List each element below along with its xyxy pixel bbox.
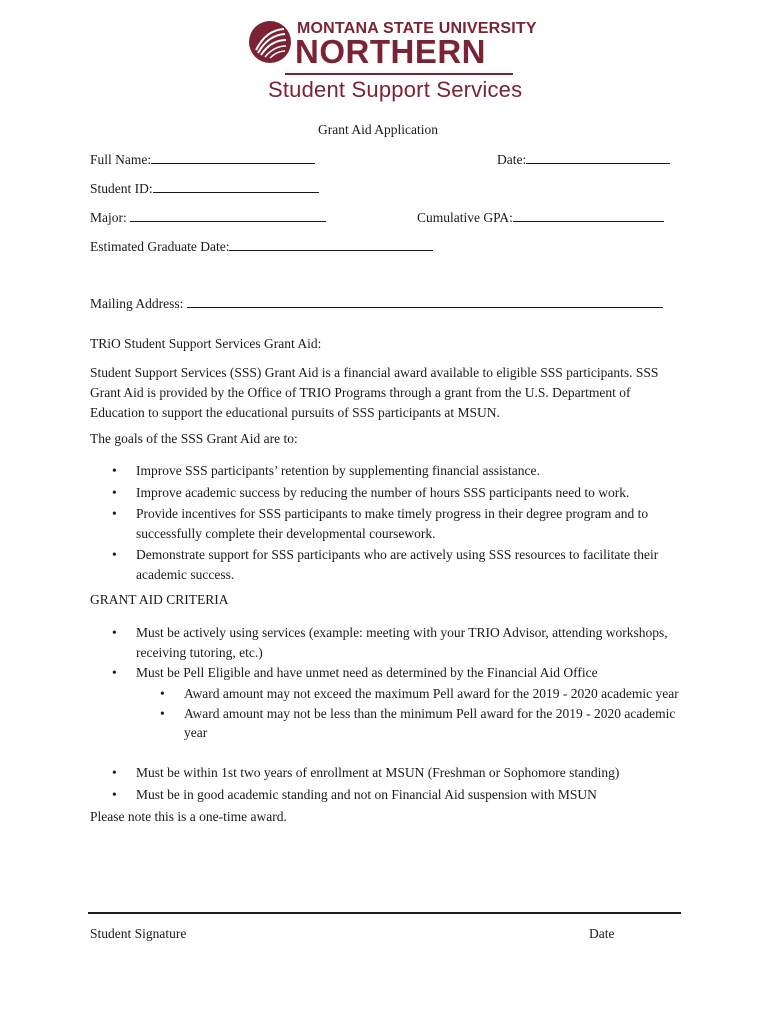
student-id-line[interactable]	[153, 180, 319, 193]
logo-divider	[285, 73, 513, 75]
signature-line[interactable]	[88, 912, 681, 914]
criteria-list-tail	[90, 763, 690, 804]
criteria-text: Must be in good academic standing and not on Financial Aid suspension with MSUN	[136, 786, 597, 802]
list-item	[90, 704, 690, 743]
list-item	[90, 785, 690, 805]
mailing-address-field[interactable]	[90, 295, 663, 312]
goals-lead: The goals of the SSS Grant Aid are to:	[90, 431, 298, 446]
date-field[interactable]	[497, 151, 670, 168]
gpa-label: Cumulative GPA:	[417, 210, 513, 225]
bullet-icon: •	[160, 705, 165, 721]
student-id-field[interactable]	[90, 180, 319, 197]
grad-date-label: Estimated Graduate Date:	[90, 239, 230, 254]
major-line[interactable]	[130, 209, 326, 222]
date-label: Date:	[497, 152, 527, 167]
bullet-icon: •	[112, 625, 117, 640]
list-item	[90, 684, 690, 704]
student-id-label: Student ID:	[90, 181, 153, 196]
university-name: MONTANA STATE UNIVERSITY	[297, 20, 537, 37]
bullet-icon: •	[112, 463, 117, 478]
goal-text: Demonstrate support for SSS participants who are actively using SSS resources to facilitate their academic success.	[136, 547, 659, 582]
full-name-label: Full Name:	[90, 152, 152, 167]
signature-date-label: Date	[589, 926, 615, 941]
bullet-icon: •	[112, 665, 117, 680]
criteria-subtext: Award amount may not exceed the maximum Pell award for the 2019 - 2020 academic year	[184, 686, 679, 701]
student-signature-label: Student Signature	[90, 926, 187, 941]
date-line[interactable]	[526, 151, 670, 164]
list-item	[90, 663, 690, 683]
one-time-note: Please note this is a one-time award.	[90, 809, 287, 824]
msu-northern-emblem-icon	[248, 20, 292, 64]
list-item	[90, 461, 690, 481]
goal-text: Improve academic success by reducing the number of hours SSS participants need to work.	[136, 484, 630, 500]
intro-heading: TRiO Student Support Services Grant Aid:	[90, 336, 322, 351]
department-name: Student Support Services	[268, 77, 523, 102]
bullet-icon: •	[112, 506, 117, 521]
gpa-line[interactable]	[513, 209, 664, 222]
major-field[interactable]	[90, 209, 326, 226]
full-name-line[interactable]	[151, 151, 315, 164]
goal-text: Improve SSS participants’ retention by supplementing financial assistance.	[136, 463, 540, 478]
major-label: Major:	[90, 210, 127, 225]
intro-paragraph: Student Support Services (SSS) Grant Aid is a financial award available to eligible SSS participants. SSS Grant Aid is provided by the Office of TRIO Programs through a grant from the U.S. Department of Education to support the educational pursuits of SSS participants at MSUN.	[90, 365, 659, 420]
list-item	[90, 483, 690, 503]
bullet-icon: •	[112, 484, 117, 500]
campus-name: NORTHERN	[295, 33, 486, 70]
list-item	[90, 504, 690, 543]
mailing-address-line[interactable]	[187, 295, 663, 308]
criteria-sublist	[90, 684, 690, 743]
criteria-text: Must be actively using services (example: meeting with your TRIO Advisor, attending workshops, receiving tutoring, etc.)	[136, 625, 668, 660]
criteria-text: Must be Pell Eligible and have unmet need as determined by the Financial Aid Office	[136, 665, 598, 680]
criteria-list	[90, 623, 690, 683]
criteria-heading: GRANT AID CRITERIA	[90, 592, 229, 607]
list-item	[90, 763, 690, 783]
full-name-field[interactable]	[90, 151, 315, 168]
bullet-icon: •	[112, 765, 117, 780]
mailing-address-label: Mailing Address:	[90, 296, 184, 311]
list-item	[90, 545, 690, 584]
goals-list	[90, 461, 690, 584]
bullet-icon: •	[112, 547, 117, 562]
bullet-icon: •	[160, 686, 165, 701]
grad-date-field[interactable]	[90, 238, 433, 255]
bullet-icon: •	[112, 786, 117, 802]
criteria-subtext: Award amount may not be less than the minimum Pell award for the 2019 - 2020 academic year	[184, 705, 676, 740]
goal-text: Provide incentives for SSS participants to make timely progress in their degree program and to successfully complete their developmental coursework.	[136, 506, 649, 541]
grad-date-line[interactable]	[229, 238, 433, 251]
criteria-text: Must be within 1st two years of enrollment at MSUN (Freshman or Sophomore standing)	[136, 765, 620, 780]
form-title: Grant Aid Application	[318, 122, 438, 137]
gpa-field[interactable]	[417, 209, 664, 226]
list-item	[90, 623, 690, 662]
